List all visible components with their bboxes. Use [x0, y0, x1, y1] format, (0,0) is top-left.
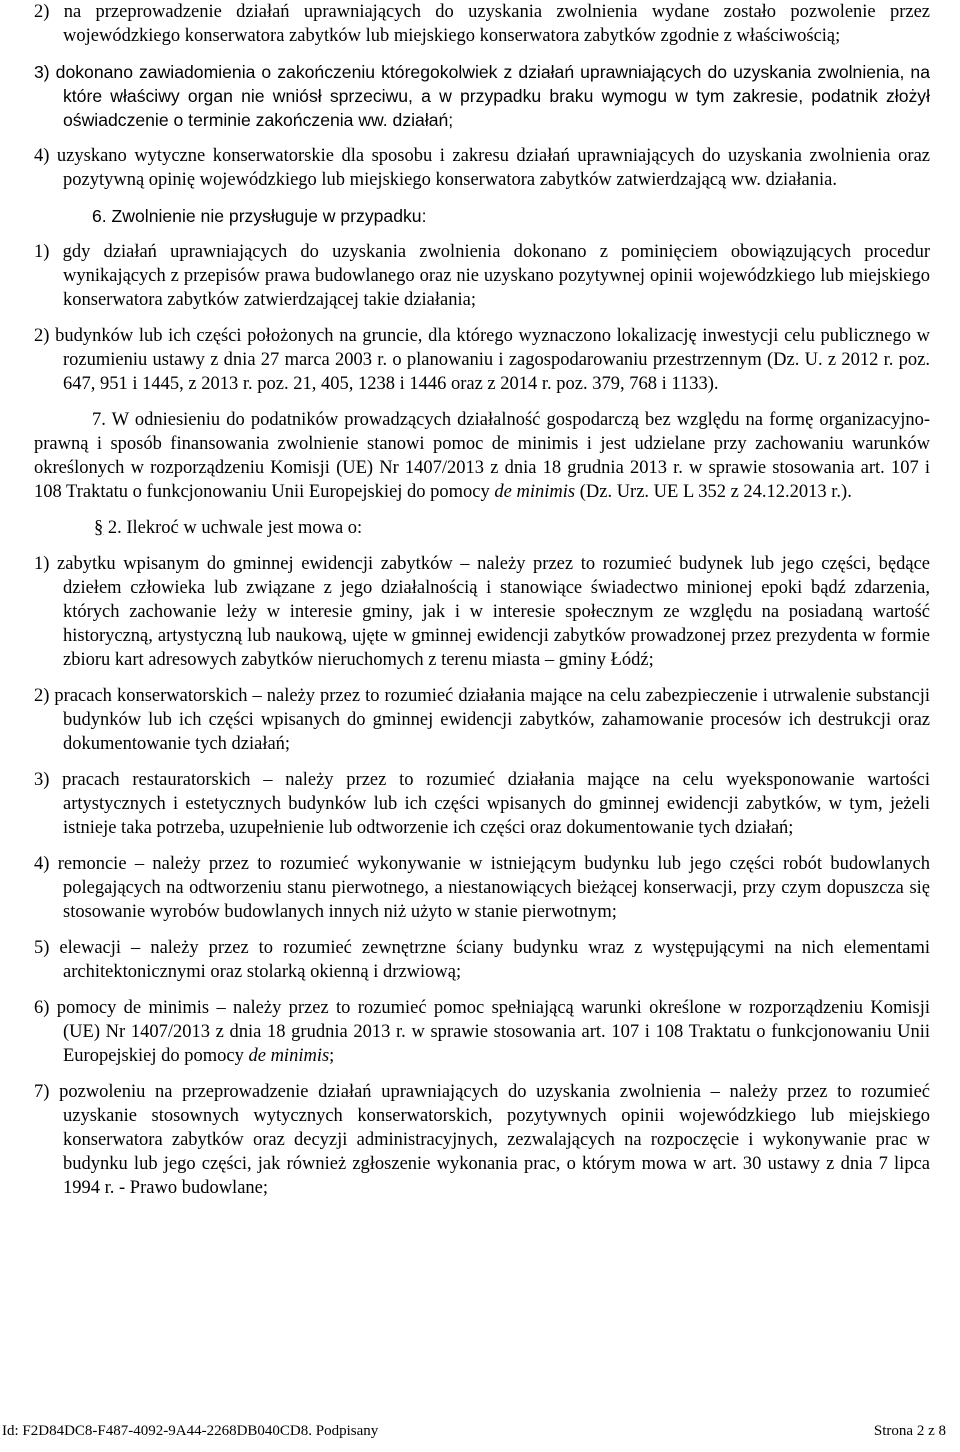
definition-item-4: 4) remoncie – należy przez to rozumieć wykonywanie w istniejącym budynku lub jego części robót budowlanych polegających na odtworzeniu stanu pierwotnego, a niestanowiących bieżącej konserwacji, przy czym dopuszcza się stosowanie wyrobów budowlanych innych niż użyto w stanie pierwotnym;	[34, 854, 930, 922]
definition-6-tail: ;	[329, 1046, 335, 1066]
condition-item-3: 3) dokonano zawiadomienia o zakończeniu któregokolwiek z działań uprawniających do uzyskania zwolnienia, na które właściwy organ nie wniósł sprzeciwu, a w przypadku braku wymogu w tym zakresie, podatnik złożył oświadczenie o terminie zakończenia ww. działań;	[34, 62, 930, 130]
document-content	[34, 0, 930, 1212]
paragraph-2-heading	[34, 516, 930, 540]
definition-item-5: 5) elewacji – należy przez to rozumieć zewnętrzne ściany budynku wraz z występującymi na nich elementami architektonicznymi oraz stolarką okienną i drzwiową;	[34, 938, 930, 982]
section-7-italic: de minimis	[494, 482, 576, 502]
exclusion-item-1: 1) gdy działań uprawniających do uzyskania zwolnienia dokonano z pominięciem obowiązujących procedur wynikających z przepisów prawa budowlanego oraz nie uzyskano pozytywnej opinii wojewódzkiego lub miejskiego konserwatora zabytków zatwierdzającej takie działania;	[34, 242, 930, 310]
definition-item-1: 1) zabytku wpisanym do gminnej ewidencji zabytków – należy przez to rozumieć budynek lub jego części, będące dziełem człowieka lub związane z jego działalnością i stanowiące świadectwo minionej epoki bądź zdarzenia, których zachowanie leży w interesie gminy, jak i w interesie społecznym ze względu na posiadaną wartość historyczną, artystyczną lub naukową, ujęte w gminnej ewidencji zabytków prowadzonej przez prezydenta w formie zbioru kart adresowych zabytków nieruchomych z terenu miasta – gminy Łódź;	[34, 554, 930, 670]
definition-item-2: 2) pracach konserwatorskich – należy przez to rozumieć działania mające na celu zabezpieczenie i utrwalenie substancji budynków lub ich części wpisanych do gminnej ewidencji zabytków, zahamowanie procesów ich destrukcji oraz dokumentowanie tych działań;	[34, 686, 930, 754]
definition-6-text: 6) pomocy de minimis – należy przez to rozumieć pomoc spełniającą warunki określone w rozporządzeniu Komisji (UE) Nr 1407/2013 z dnia 18 grudnia 2013 r. w sprawie stosowania art. 107 i 108 Traktatu o funkcjonowaniu Unii Europejskiej do pomocy	[34, 998, 930, 1066]
exclusion-item-2: 2) budynków lub ich części położonych na gruncie, dla którego wyznaczono lokalizację inwestycji celu publicznego w rozumieniu ustawy z dnia 27 marca 2003 r. o planowaniu i zagospodarowaniu przestrzennym (Dz. U. z 2012 r. poz. 647, 951 i 1445, z 2013 r. poz. 21, 405, 1238 i 1446 oraz z 2014 r. poz. 379, 768 i 1133).	[34, 326, 930, 394]
page-number: Strona 2 z 8	[873, 1423, 946, 1439]
section-6-heading: 6. Zwolnienie nie przysługuje w przypadku:	[92, 206, 427, 226]
document-id: Id: F2D84DC8-F487-4092-9A44-2268DB040CD8. Podpisany	[2, 1423, 379, 1439]
paragraph-2-intro: Ilekroć w uchwale jest mowa o:	[121, 518, 363, 538]
section-7-tail: (Dz. Urz. UE L 352 z 24.12.2013 r.).	[575, 482, 852, 502]
definition-item-6	[34, 996, 930, 1068]
section-7-paragraph	[34, 408, 930, 504]
condition-item-2: 2) na przeprowadzenie działań uprawniających do uzyskania zwolnienia wydane zostało pozwolenie przez wojewódzkiego konserwatora zabytków lub miejskiego konserwatora zabytków zgodnie z właściwością;	[34, 2, 930, 46]
section-7-text: 7. W odniesieniu do podatników prowadzących działalność gospodarczą bez względu na formę organizacyjno-prawną i sposób finansowania zwolnienie stanowi pomoc de minimis i jest udzielane przy zachowaniu warunków określonych w rozporządzeniu Komisji (UE) Nr 1407/2013 z dnia 18 grudnia 2013 r. w sprawie stosowania art. 107 i 108 Traktatu o funkcjonowaniu Unii Europejskiej do pomocy	[34, 410, 930, 502]
condition-item-4: 4) uzyskano wytyczne konserwatorskie dla sposobu i zakresu działań uprawniających do uzyskania zwolnienia oraz pozytywną opinię wojewódzkiego lub miejskiego konserwatora zabytków zatwierdzającą ww. działania.	[34, 146, 930, 190]
definition-6-italic: de minimis	[248, 1046, 330, 1066]
paragraph-symbol: §	[94, 518, 104, 538]
definition-item-7: 7) pozwoleniu na przeprowadzenie działań uprawniających do uzyskania zwolnienia – należy przez to rozumieć uzyskanie stosownych wytycznych konserwatorskich, pozytywnych opinii wojewódzkiego lub miejskiego konserwatora zabytków oraz decyzji administracyjnych, zezwalających na rozpoczęcie i wykonywanie prac w budynku lub jego części, jak również zgłoszenie wykonania prac, o którym mowa w art. 30 ustawy z dnia 7 lipca 1994 r. - Prawo budowlane;	[34, 1082, 930, 1198]
paragraph-number: 2.	[107, 518, 122, 538]
definition-item-3: 3) pracach restauratorskich – należy przez to rozumieć działania mające na celu wyeksponowanie wartości artystycznych i estetycznych budynków lub ich części wpisanych do gminnej ewidencji zabytków, w tym, jeżeli istnieje taka potrzeba, uzupełnienie lub odtworzenie ich części oraz dokumentowanie tych działań;	[34, 770, 930, 838]
